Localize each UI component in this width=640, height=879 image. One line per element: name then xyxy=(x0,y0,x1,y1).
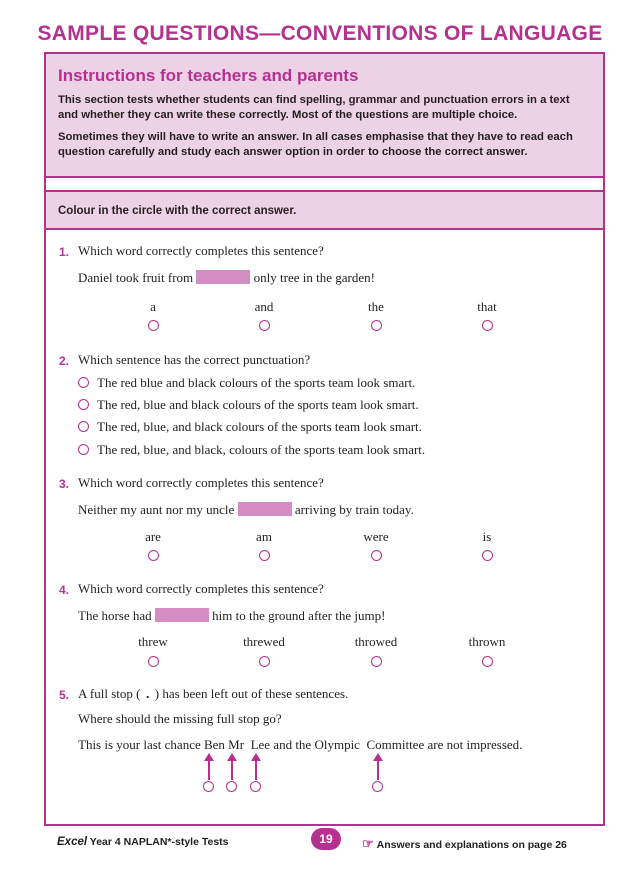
question-3-option-c-circle[interactable] xyxy=(371,550,382,561)
answer-gap xyxy=(238,502,292,516)
colour-instruction: Colour in the circle with the correct answer. xyxy=(46,190,603,230)
instructions-panel xyxy=(46,54,603,178)
question-2-option-b[interactable] xyxy=(78,397,419,413)
question-1-option-b-circle[interactable] xyxy=(259,320,270,331)
question-3-option-d-circle[interactable] xyxy=(482,550,493,561)
question-4-number: 4. xyxy=(59,583,70,597)
arrow-up-icon xyxy=(208,760,210,780)
option-text: The red, blue and black colours of the sports team look smart. xyxy=(97,397,419,412)
question-1-option-d-circle[interactable] xyxy=(482,320,493,331)
arrow-up-icon xyxy=(231,760,233,780)
questions-frame xyxy=(44,52,605,826)
question-4-option-d-circle[interactable] xyxy=(482,656,493,667)
full-stop-symbol: . xyxy=(143,687,152,702)
question-4-sentence-end: him to the ground after the jump! xyxy=(212,608,386,623)
question-4-sentence xyxy=(78,608,385,624)
question-3-option-a-circle[interactable] xyxy=(148,550,159,561)
question-4-prompt: Which word correctly completes this sentence? xyxy=(78,581,324,596)
instructions-paragraph-1: This section tests whether students can find spelling, grammar and punctuation errors in a text and whether they can write these correctly. Most of the questions are multiple choice. xyxy=(58,94,570,121)
page-title: SAMPLE QUESTIONS—CONVENTIONS OF LANGUAGE xyxy=(37,22,603,45)
question-5-prompt xyxy=(78,686,348,702)
question-1-option-c-circle[interactable] xyxy=(371,320,382,331)
instructions-paragraph-2: Sometimes they will have to write an answer. In all cases emphasise that they have to read each question carefully and study each answer option in order to choose the correct answer. xyxy=(58,131,573,158)
question-2-option-c-circle[interactable] xyxy=(78,421,89,432)
question-2-option-a-circle[interactable] xyxy=(78,377,89,388)
question-1-sentence-end: only tree in the garden! xyxy=(253,270,375,285)
question-5-position-2-circle[interactable] xyxy=(226,781,237,792)
question-1-prompt: Which word correctly completes this sentence? xyxy=(78,243,324,258)
question-3-option-label: is xyxy=(482,529,492,544)
question-5-position-1-circle[interactable] xyxy=(203,781,214,792)
answers-reference xyxy=(362,836,567,852)
question-2-option-d-circle[interactable] xyxy=(78,444,89,455)
question-3-number: 3. xyxy=(59,477,70,491)
question-5-position-4-circle[interactable] xyxy=(372,781,383,792)
question-1-option-label: the xyxy=(368,299,384,314)
question-4-option-label: threwed xyxy=(243,634,285,649)
question-3-option-label: were xyxy=(363,529,389,544)
arrow-up-icon xyxy=(255,760,257,780)
arrow-up-icon xyxy=(377,760,379,780)
question-1-option-label: a xyxy=(150,299,156,314)
question-3-sentence-start: Neither my aunt nor my uncle xyxy=(78,502,235,517)
answer-gap xyxy=(155,608,209,622)
question-5-prompt-end: ) has been left out of these sentences. xyxy=(154,686,349,701)
option-text: The red, blue, and black colours of the sports team look smart. xyxy=(97,419,422,434)
question-1-sentence-start: Daniel took fruit from xyxy=(78,270,194,285)
question-5-sentence: This is your last chance Ben Mr Lee and the Olympic Committee are not impressed. xyxy=(78,737,523,752)
question-5-prompt-2: Where should the missing full stop go? xyxy=(78,711,282,726)
option-text: The red blue and black colours of the sports team look smart. xyxy=(97,375,416,390)
question-2-option-c[interactable] xyxy=(78,419,422,435)
question-3-option-label: are xyxy=(145,529,161,544)
question-3-sentence xyxy=(78,502,414,518)
page-number: 19 xyxy=(311,828,341,850)
question-2-prompt: Which sentence has the correct punctuation? xyxy=(78,352,311,367)
question-4-option-b-circle[interactable] xyxy=(259,656,270,667)
question-4-option-a-circle[interactable] xyxy=(148,656,159,667)
answers-text: Answers and explanations on page 26 xyxy=(376,839,567,851)
pointing-hand-icon: ☞ xyxy=(362,836,374,851)
footer-series xyxy=(57,836,229,848)
question-5-position-3-circle[interactable] xyxy=(250,781,261,792)
question-5-number: 5. xyxy=(59,688,70,702)
question-2-option-a[interactable] xyxy=(78,375,415,391)
question-4-option-label: throwed xyxy=(354,634,398,649)
question-1-option-a-circle[interactable] xyxy=(148,320,159,331)
series-name: Year 4 NAPLAN*-style Tests xyxy=(89,836,229,848)
question-4-option-c-circle[interactable] xyxy=(371,656,382,667)
option-text: The red, blue, and black, colours of the sports team look smart. xyxy=(97,442,426,457)
question-3-option-label: am xyxy=(256,529,272,544)
question-2-option-b-circle[interactable] xyxy=(78,399,89,410)
question-3-option-b-circle[interactable] xyxy=(259,550,270,561)
question-4-option-label: threw xyxy=(138,634,168,649)
question-1-sentence xyxy=(78,270,375,286)
question-3-sentence-end: arriving by train today. xyxy=(294,502,414,517)
question-1-number: 1. xyxy=(59,245,70,259)
answer-gap xyxy=(196,270,250,284)
question-4-option-label: thrown xyxy=(468,634,506,649)
question-2-number: 2. xyxy=(59,354,70,368)
question-1-option-label: that xyxy=(477,299,497,314)
question-3-prompt: Which word correctly completes this sentence? xyxy=(78,475,324,490)
question-4-sentence-start: The horse had xyxy=(78,608,152,623)
question-1-option-label: and xyxy=(254,299,274,314)
brand-logo: Excel xyxy=(57,836,88,848)
instructions-heading: Instructions for teachers and parents xyxy=(58,66,359,85)
question-5-prompt-start: A full stop ( xyxy=(78,686,141,701)
question-2-option-d[interactable] xyxy=(78,442,425,458)
